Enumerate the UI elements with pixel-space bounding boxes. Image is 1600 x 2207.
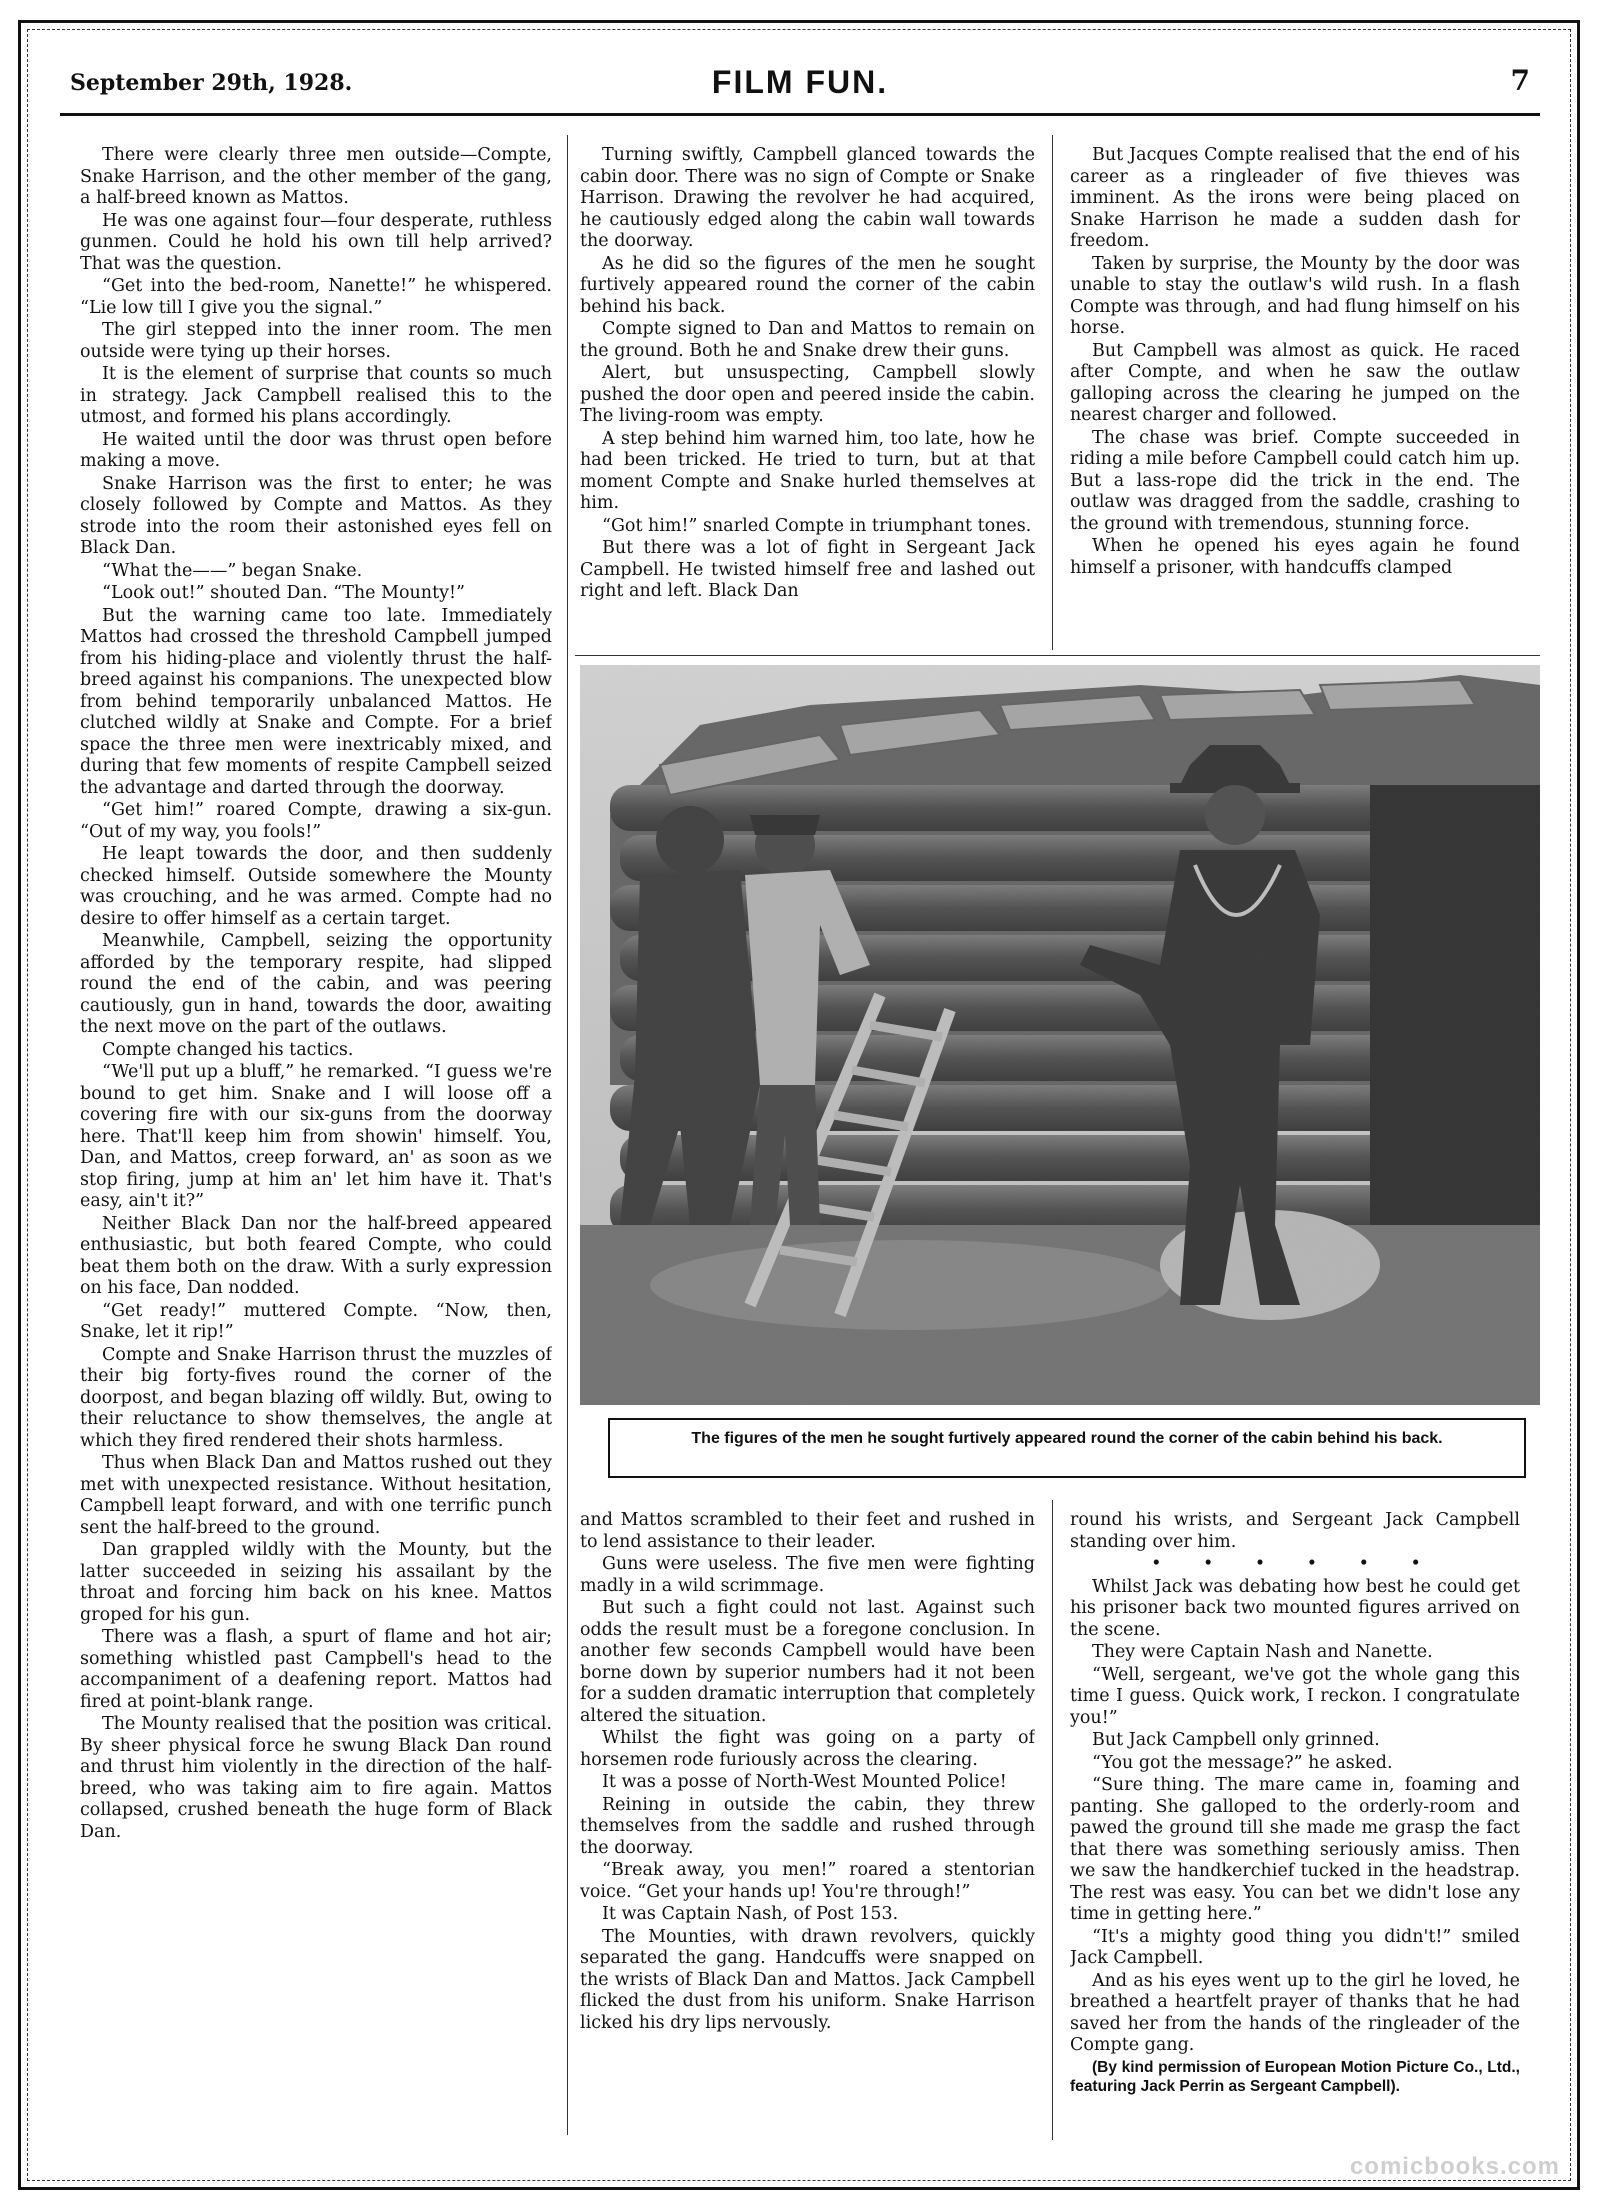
paragraph: Guns were useless. The five men were fighting madly in a wild scrimmage. <box>580 1554 1035 1596</box>
paragraph: It is the element of surprise that counts so much in strategy. Jack Campbell realised this to the utmost, and formed his plans accordingly. <box>80 364 552 427</box>
article-column-1 <box>80 145 552 2130</box>
paragraph: The chase was brief. Compte succeeded in riding a mile before Campbell could catch him up. But a lass-rope did the trick in the end. The outlaw was dragged from the saddle, crashing to the ground with tremendous, stunning force. <box>1070 427 1520 534</box>
magazine-title: FILM FUN. <box>711 64 889 100</box>
paragraph: But Campbell was almost as quick. He raced after Compte, and when he saw the outlaw galloping across the clearing he jumped on the nearest charger and followed. <box>1070 340 1520 425</box>
column-rule-2-bottom <box>1052 1500 1053 2140</box>
paragraph: “You got the message?” he asked. <box>1092 1752 1393 1773</box>
page-header <box>60 60 1540 116</box>
paragraph: As he did so the figures of the men he sought furtively appeared round the corner of the cabin behind his back. <box>580 253 1035 317</box>
paragraph: It was Captain Nash, of Post 153. <box>602 1904 899 1924</box>
paragraph: • • • • • • <box>1151 1554 1439 1574</box>
paragraph: round his wrists, and Sergeant Jack Campbell standing over him. <box>1070 1510 1520 1552</box>
paragraph: But Jack Campbell only grinned. <box>1092 1730 1380 1750</box>
paragraph: “Sure thing. The mare came in, foaming and panting. She galloped to the orderly-room and pawed the ground till she made me grasp the fact that there was something seriously amiss. Then we saw the handkerchief tucked in the headstrap. The rest was easy. You can bet we didn't lose any time in getting here.” <box>1070 1775 1520 1924</box>
photo-top-rule <box>575 655 1540 656</box>
paragraph: “What the——” began Snake. <box>102 560 363 581</box>
paragraph: They were Captain Nash and Nanette. <box>1092 1642 1433 1662</box>
paragraph: It was a posse of North-West Mounted Police! <box>602 1772 1007 1792</box>
column-rule-1 <box>567 135 568 2135</box>
film-still-photo <box>580 665 1540 1405</box>
paragraph: “It's a mighty good thing you didn't!” smiled Jack Campbell. <box>1070 1926 1520 1968</box>
paragraph: “Get him!” roared Compte, drawing a six-gun. “Out of my way, you fools!” <box>80 800 552 842</box>
paragraph: “Break away, you men!” roared a stentorian voice. “Get your hands up! You're through!” <box>580 1860 1035 1902</box>
paragraph: But Jacques Compte realised that the end of his career as a ringleader of five thieves was imminent. As the irons were being placed on Snake Harrison he made a sudden dash for freedom. <box>1070 145 1520 251</box>
paragraph: Compte changed his tactics. <box>102 1039 354 1060</box>
paragraph: Alert, but unsuspecting, Campbell slowly pushed the door open and peered inside the cabin. The living-room was empty. <box>580 363 1035 426</box>
watermark: comicbooks.com <box>1349 2153 1560 2180</box>
paragraph: and Mattos scrambled to their feet and rushed in to lend assistance to their leader. <box>580 1510 1035 1552</box>
paragraph: But there was a lot of fight in Sergeant Jack Campbell. He twisted himself free and lashed out right and left. Black Dan <box>580 538 1035 601</box>
paragraph: He leapt towards the door, and then suddenly checked himself. Outside somewhere the Mounty was crouching, and he was armed. Compte had no desire to offer himself as a certain target. <box>80 844 552 929</box>
paragraph: Turning swiftly, Campbell glanced towards the cabin door. There was no sign of Compte or Snake Harrison. Drawing the revolver he had acquired, he cautiously edged along the cabin wall towards the doorway. <box>580 145 1035 251</box>
paragraph: Reining in outside the cabin, they threw themselves from the saddle and rushed through the doorway. <box>580 1794 1035 1858</box>
paragraph: Meanwhile, Campbell, seizing the opportunity afforded by the temporary respite, had slipped round the end of the cabin, and was peering cautiously, gun in hand, towards the door, awaiting the next move on the part of the outlaws. <box>80 931 552 1037</box>
paragraph: “We'll put up a bluff,” he remarked. “I guess we're bound to get him. Snake and I will loose off a covering fire with our six-guns from the doorway here. That'll keep him from showin' himself. You, Dan, and Mattos, creep forward, an' as soon as we stop firing, jump at him an' let him have it. That's easy, ain't it?” <box>80 1062 552 1211</box>
paragraph: Taken by surprise, the Mounty by the door was unable to stay the outlaw's wild rush. In a flash Compte was through, and had flung himself on his horse. <box>1070 253 1520 338</box>
paragraph: Compte and Snake Harrison thrust the muzzles of their big forty-fives round the corner of the doorpost, and began blazing off wildly. But, owing to their reluctance to show themselves, the angle at which they fired rendered their shots harmless. <box>80 1344 552 1451</box>
article-column-3-bottom <box>1070 1510 1520 2140</box>
photo-caption: The figures of the men he sought furtively appeared round the corner of the cabin behind his back. <box>608 1418 1526 1478</box>
paragraph: The girl stepped into the inner room. The men outside were tying up their horses. <box>80 320 552 362</box>
paragraph: “Get ready!” muttered Compte. “Now, then, Snake, let it rip!” <box>80 1300 552 1342</box>
paragraph: He waited until the door was thrust open before making a move. <box>80 429 552 471</box>
paragraph: Thus when Black Dan and Mattos rushed out they met with unexpected resistance. Without hesitation, Campbell leapt forward, and with one terrific punch sent the half-breed to the ground. <box>80 1453 552 1538</box>
cabin-scene-illustration <box>580 665 1540 1405</box>
paragraph: Compte signed to Dan and Mattos to remain on the ground. Both he and Snake drew their guns. <box>580 319 1035 361</box>
paragraph: Whilst the fight was going on a party of horsemen rode furiously across the clearing. <box>580 1728 1035 1770</box>
paragraph: A step behind him warned him, too late, how he had been tricked. He tried to turn, but at that moment Compte and Snake hurled themselves at him. <box>580 428 1035 513</box>
paragraph: “Get into the bed-room, Nanette!” he whispered. “Lie low till I give you the signal.” <box>80 276 552 318</box>
paragraph: Whilst Jack was debating how best he could get his prisoner back two mounted figures arrived on the scene. <box>1070 1576 1520 1640</box>
paragraph: “Got him!” snarled Compte in triumphant tones. <box>602 515 1032 536</box>
article-column-2-top <box>580 145 1035 650</box>
paragraph: He was one against four—four desperate, ruthless gunmen. Could he hold his own till help arrived? That was the question. <box>80 210 552 274</box>
article-column-2-bottom <box>580 1510 1035 2140</box>
column-rule-2-top <box>1052 135 1053 650</box>
paragraph: But such a fight could not last. Against such odds the result must be a foregone conclusion. In another few seconds Campbell would have been borne down by superior numbers had it not been for a sudden dramatic interruption that completely altered the situation. <box>580 1598 1035 1726</box>
paragraph: Dan grappled wildly with the Mounty, but the latter succeeded in seizing his assailant by the throat and forcing him back on his knee. Mattos groped for his gun. <box>80 1540 552 1625</box>
paragraph: And as his eyes went up to the girl he loved, he breathed a heartfelt prayer of thanks that he had saved her from the hands of the ringleader of the Compte gang. <box>1070 1970 1520 2055</box>
page-number: 7 <box>1510 64 1530 97</box>
paragraph: The Mounty realised that the position was critical. By sheer physical force he swung Black Dan round and thrust him violently in the direction of the half-breed, who was taking aim to fire again. Mattos collapsed, crushed beneath the huge form of Black Dan. <box>80 1714 552 1842</box>
article-column-3-top <box>1070 145 1520 650</box>
issue-date: September 29th, 1928. <box>70 70 353 96</box>
paragraph: There were clearly three men outside—Compte, Snake Harrison, and the other member of the gang, a half-breed known as Mattos. <box>80 145 552 208</box>
paragraph: When he opened his eyes again he found himself a prisoner, with handcuffs clamped <box>1070 536 1520 578</box>
paragraph: But the warning came too late. Immediately Mattos had crossed the threshold Campbell jumped from his hiding-place and violently thrust the half-breed against his companions. The unexpected blow from behind temporarily unbalanced Mattos. He clutched wildly at Snake and Compte. For a brief space the three men were inextricably mixed, and during that few moments of respite Campbell seized the advantage and darted through the doorway. <box>80 605 552 798</box>
paragraph: “Well, sergeant, we've got the whole gang this time I guess. Quick work, I reckon. I congratulate you!” <box>1070 1664 1520 1728</box>
paragraph: There was a flash, a spurt of flame and hot air; something whistled past Campbell's head to the accompaniment of a deafening report. Mattos had fired at point-blank range. <box>80 1627 552 1712</box>
paragraph: Neither Black Dan nor the half-breed appeared enthusiastic, but both feared Compte, who could beat them both on the draw. With a surly expression on his face, Dan nodded. <box>80 1213 552 1298</box>
photo-credit: (By kind permission of European Motion Picture Co., Ltd., featuring Jack Perrin as Sergeant Campbell). <box>1070 2058 1520 2095</box>
paragraph: Snake Harrison was the first to enter; he was closely followed by Compte and Mattos. As they strode into the room their astonished eyes fell on Black Dan. <box>80 473 552 558</box>
paragraph: The Mounties, with drawn revolvers, quickly separated the gang. Handcuffs were snapped on the wrists of Black Dan and Mattos. Jack Campbell flicked the dust from his uniform. Snake Harrison licked his dry lips nervously. <box>580 1926 1035 2033</box>
paragraph: “Look out!” shouted Dan. “The Mounty!” <box>102 583 465 603</box>
